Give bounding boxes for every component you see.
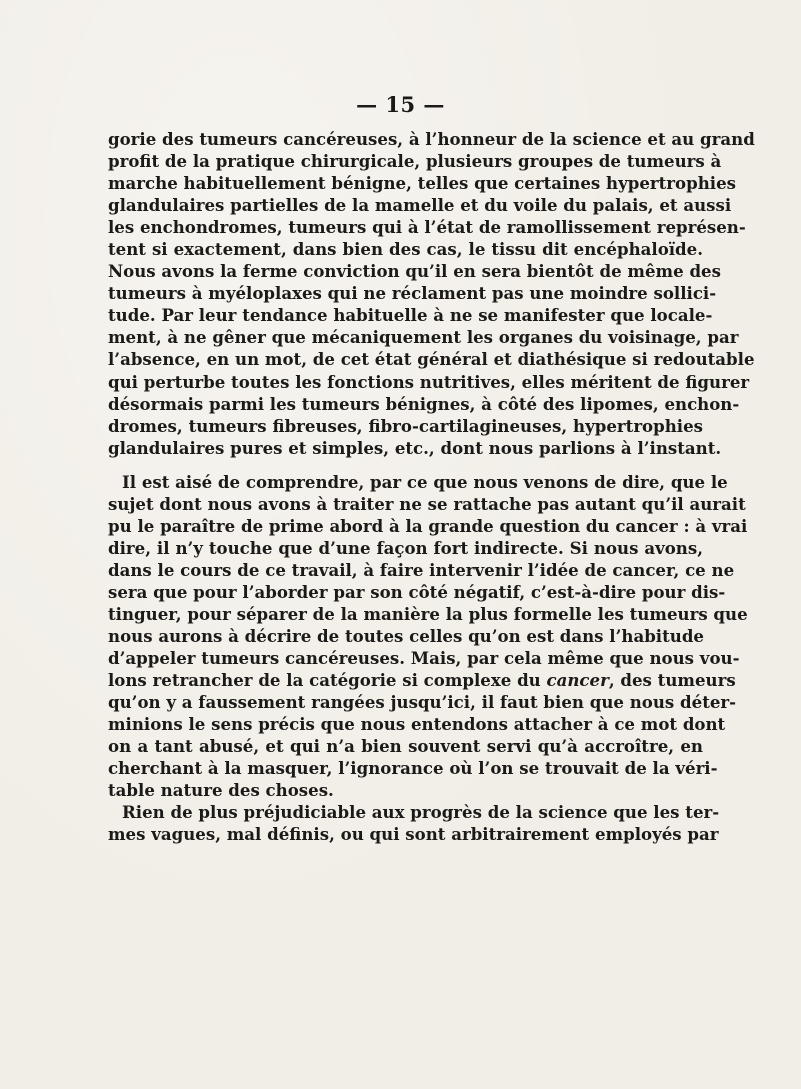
text-line: glandulaires pures et simples, etc., dont nous parlions à l’instant. [108, 437, 722, 458]
text-line: table nature des choses. [108, 780, 334, 801]
text-line: profit de la pratique chirurgicale, plusieurs groupes de tumeurs à [108, 151, 722, 172]
text-line [108, 669, 736, 691]
text-line: Nous avons la ferme conviction qu’il en sera bientôt de même des [108, 261, 721, 282]
body-text [108, 128, 755, 846]
text-line: qu’on y a faussement rangées jusqu’ici, il faut bien que nous déter- [108, 692, 737, 713]
text-line: l’absence, en un mot, de cet état général et diathésique si redoutable [108, 349, 755, 370]
text-line: pu le paraître de prime abord à la grande question du cancer : à vrai [108, 515, 748, 536]
italic-term: cancer [546, 670, 609, 691]
text-line: nous aurons à décrire de toutes celles qu’on est dans l’habitude [108, 626, 704, 647]
paragraph-1 [108, 128, 755, 459]
text-line: d’appeler tumeurs cancéreuses. Mais, par cela même que nous vou- [108, 648, 740, 669]
paragraph-3 [108, 801, 720, 845]
text-line: minions le sens précis que nous entendons attacher à ce mot dont [108, 714, 726, 735]
text-line: dans le cours de ce travail, à faire intervenir l’idée de cancer, ce ne [108, 559, 735, 580]
text-line: Rien de plus préjudiciable aux progrès de la science que les ter- [122, 802, 720, 823]
text-line: sera que pour l’aborder par son côté négatif, c’est-à-dire pour dis- [108, 581, 726, 602]
text-segment: lons retrancher de la catégorie si complexe du [108, 670, 547, 691]
text-line: cherchant à la masquer, l’ignorance où l’on se trouvait de la véri- [108, 758, 718, 779]
text-line: dire, il n’y touche que d’une façon fort indirecte. Si nous avons, [108, 537, 703, 558]
text-line: dromes, tumeurs fibreuses, fibro-cartilagineuses, hypertrophies [108, 415, 703, 436]
text-line: on a tant abusé, et qui n’a bien souvent servi qu’à accroître, en [108, 736, 703, 757]
text-line: désormais parmi les tumeurs bénignes, à côté des lipomes, enchon- [108, 393, 740, 414]
text-line: tinguer, pour séparer de la manière la plus formelle les tumeurs que [108, 603, 748, 624]
text-line: qui perturbe toutes les fonctions nutritives, elles méritent de figurer [108, 371, 750, 392]
text-line: mes vagues, mal définis, ou qui sont arbitrairement employés par [108, 824, 719, 845]
text-line: sujet dont nous avons à traiter ne se rattache pas autant qu’il aurait [108, 493, 746, 514]
text-line: glandulaires partielles de la mamelle et du voile du palais, et aussi [108, 195, 732, 216]
text-line: gorie des tumeurs cancéreuses, à l’honneur de la science et au grand [108, 129, 755, 149]
text-line: les enchondromes, tumeurs qui à l’état de ramollissement représen- [108, 217, 746, 238]
text-line: tumeurs à myéloplaxes qui ne réclament pas une moindre sollici- [108, 283, 717, 304]
text-line: Il est aisé de comprendre, par ce que nous venons de dire, que le [122, 471, 728, 492]
text-segment: , des tumeurs [608, 670, 736, 691]
text-line: tent si exactement, dans bien des cas, le tissu dit encéphaloïde. [108, 239, 703, 260]
paragraph-2 [108, 471, 748, 802]
page-number: — 15 — [356, 92, 445, 117]
text-line: marche habituellement bénigne, telles que certaines hypertrophies [108, 173, 736, 194]
text-line: ment, à ne gêner que mécaniquement les organes du voisinage, par [108, 327, 739, 348]
text-line: tude. Par leur tendance habituelle à ne se manifester que locale- [108, 305, 713, 326]
